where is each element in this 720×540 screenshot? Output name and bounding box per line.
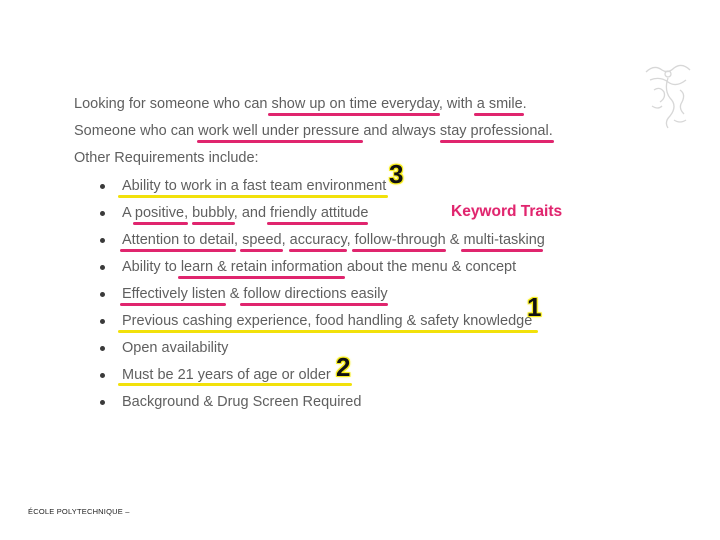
bullet-icon: [100, 184, 105, 189]
intro-line-3: Other Requirements include:: [74, 150, 259, 166]
bullet-icon: [100, 238, 105, 243]
highlight-underline: [197, 140, 363, 143]
highlight-underline: [118, 330, 538, 333]
bullet-icon: [100, 373, 105, 378]
highlight-underline: [352, 249, 446, 252]
highlight-underline: [289, 249, 347, 252]
list-item-text: Previous cashing experience, food handling & safety knowledge: [122, 313, 533, 329]
annotation-number-2: 2: [336, 352, 351, 382]
list-item-text: Open availability: [122, 340, 229, 356]
keyword-traits-label: Keyword Traits: [451, 203, 563, 220]
footer-text: ÉCOLE POLYTECHNIQUE –: [28, 507, 130, 516]
crest-watermark-icon: [640, 60, 696, 130]
highlight-underline: [118, 383, 352, 386]
highlight-underline: [120, 249, 236, 252]
bullet-icon: [100, 292, 105, 297]
list-item-text: Attention to detail, speed, accuracy, follow-through & multi-tasking: [122, 232, 545, 248]
bullet-icon: [100, 265, 105, 270]
bullet-icon: [100, 400, 105, 405]
bullet-icon: [100, 211, 105, 216]
highlight-underline: [240, 249, 283, 252]
highlight-underline: [120, 303, 226, 306]
bullet-icon: [100, 346, 105, 351]
list-item-text: Effectively listen & follow directions easily: [122, 286, 388, 302]
highlight-underline: [192, 222, 235, 225]
annotation-number-1: 1: [527, 292, 542, 322]
intro-line-2: Someone who can work well under pressure and always stay professional.: [74, 123, 553, 139]
highlight-underline: [118, 195, 388, 198]
list-item-text: A positive, bubbly, and friendly attitude: [122, 205, 369, 221]
highlight-underline: [268, 113, 440, 116]
highlight-underline: [240, 303, 388, 306]
highlight-underline: [267, 222, 368, 225]
annotation-number-3: 3: [389, 159, 404, 189]
intro-line-1: Looking for someone who can show up on time everyday, with a smile.: [74, 96, 527, 112]
list-item-text: Ability to learn & retain information about the menu & concept: [122, 259, 517, 275]
list-item-text: Must be 21 years of age or older: [122, 367, 331, 383]
highlight-underline: [133, 222, 188, 225]
highlight-underline: [440, 140, 554, 143]
highlight-underline: [461, 249, 543, 252]
bullet-icon: [100, 319, 105, 324]
list-item-text: Background & Drug Screen Required: [122, 394, 362, 410]
highlight-underline: [474, 113, 524, 116]
highlight-underline: [178, 276, 345, 279]
list-item-text: Ability to work in a fast team environment: [122, 178, 387, 194]
